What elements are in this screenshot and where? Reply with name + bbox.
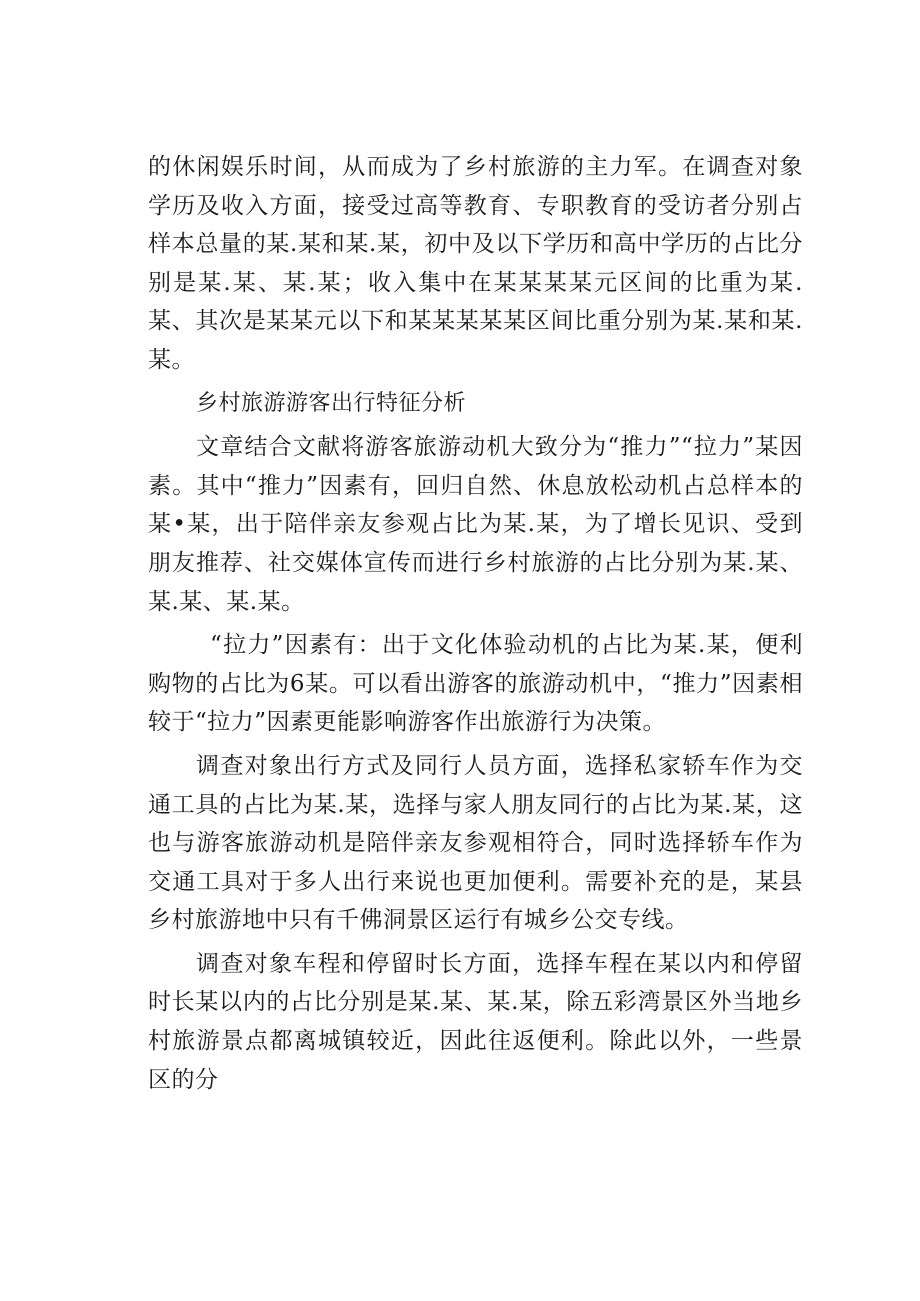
section-heading: 乡村旅游游客出行特征分析: [196, 390, 467, 416]
paragraph-1: 的休闲娱乐时间，从而成为了乡村旅游的主力军。在调查对象学历及收入方面，接受过高等教育、专职教育的受访者分别占样本总量的某.某和某.某，初中及以下学历和高中学历的占比分别是某.某、某.某；收入集中在某某某某元区间的比重为某.某、其次是某某元以下和某某某某某区间比重分别为某.某和某.某。: [148, 154, 803, 373]
paragraph-pull-factors: “拉力”因素有：出于文化体验动机的占比为某.某，便利购物的占比为6某。可以看出游客的旅游动机中，“推力”因素相较于“拉力”因素更能影响游客作出旅游行为决策。: [148, 632, 803, 736]
paragraph-travel-mode: 调查对象出行方式及同行人员方面，选择私家轿车作为交通工具的占比为某.某，选择与家人朋友同行的占比为某.某，这也与游客旅游动机是陪伴亲友参观相符合，同时选择轿车作为交通工具对于多人出行来说也更加便利。需要补充的是，某县乡村旅游地中只有千佛洞景区运行有城乡公交专线。: [148, 752, 803, 934]
paragraph-push-factors: 文章结合文献将游客旅游动机大致分为“推力”“拉力”某因素。其中“推力”因素有，回归自然、休息放松动机占总样本的某•某，出于陪伴亲友参观占比为某.某，为了增长见识、受到朋友推荐、社交媒体宣传而进行乡村旅游的占比分别为某.某、某.某、某.某。: [148, 434, 803, 615]
document-body: [148, 148, 803, 1104]
paragraph-travel-duration: 调查对象车程和停留时长方面，选择车程在某以内和停留时长某以内的占比分别是某.某、某.某，除五彩湾景区外当地乡村旅游景点都离城镇较近，因此往返便利。除此以外，一些景区的分: [148, 950, 803, 1093]
